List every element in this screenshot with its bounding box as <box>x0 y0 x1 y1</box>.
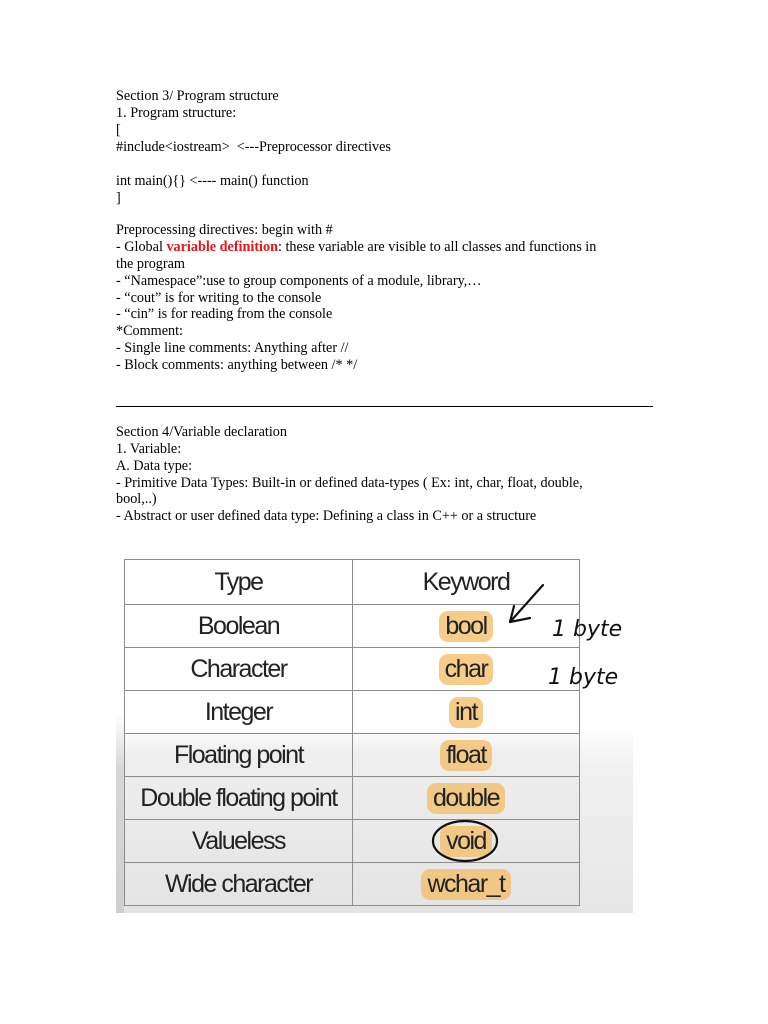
namespace-line: - “Namespace”:use to group components of a module, library,… <box>116 273 482 289</box>
type-cell: Character <box>125 648 353 691</box>
type-cell: Wide character <box>125 863 353 906</box>
keyword-highlight: wchar_t <box>421 869 510 900</box>
keyword-highlight: double <box>427 783 505 814</box>
header-keyword: Keyword <box>353 560 580 605</box>
keyword-highlight: char <box>439 654 494 685</box>
comment-heading: *Comment: <box>116 323 183 339</box>
photo-edge-left <box>116 552 124 913</box>
annotation-byte-2: 1 byte <box>548 665 619 690</box>
keyword-cell <box>353 863 580 906</box>
header-type: Type <box>125 560 353 605</box>
keyword-highlight: void <box>440 826 492 857</box>
annotation-byte-1: 1 byte <box>552 617 623 642</box>
keyword-cell <box>353 820 580 863</box>
keyword-cell <box>353 734 580 777</box>
section4-title: Section 4/Variable declaration <box>116 424 287 440</box>
global-line <box>116 239 596 256</box>
variable-definition-highlight: variable definition <box>166 239 278 255</box>
global-suffix: : these variable are visible to all classes and functions in <box>277 239 597 255</box>
bracket-open: [ <box>116 122 121 138</box>
primitive-line-cont: bool,..) <box>116 491 157 507</box>
keyword-highlight: int <box>449 697 483 728</box>
table-row <box>125 777 580 820</box>
table-row <box>125 605 580 648</box>
table-row <box>125 820 580 863</box>
keyword-highlight: float <box>440 740 492 771</box>
type-cell: Boolean <box>125 605 353 648</box>
type-cell: Valueless <box>125 820 353 863</box>
data-type-table-image <box>116 552 633 913</box>
global-line-cont: the program <box>116 256 185 272</box>
cin-line: - “cin” is for reading from the console <box>116 306 333 322</box>
keyword-cell <box>353 648 580 691</box>
keyword-cell <box>353 605 580 648</box>
preprocessing-line: Preprocessing directives: begin with # <box>116 222 333 238</box>
block-comment: - Block comments: anything between /* */ <box>116 357 358 373</box>
bracket-close: ] <box>116 190 121 206</box>
keyword-cell <box>353 691 580 734</box>
table-row <box>125 863 580 906</box>
table-row <box>125 691 580 734</box>
keyword-highlight: bool <box>439 611 492 642</box>
data-type-heading: A. Data type: <box>116 458 193 474</box>
section3-subtitle: 1. Program structure: <box>116 105 237 121</box>
main-line: int main(){} <---- main() function <box>116 173 309 189</box>
keyword-cell <box>353 777 580 820</box>
section3-title: Section 3/ Program structure <box>116 88 279 104</box>
type-cell: Floating point <box>125 734 353 777</box>
abstract-line: - Abstract or user defined data type: Defining a class in C++ or a structure <box>116 508 537 524</box>
primitive-line: - Primitive Data Types: Built-in or defined data-types ( Ex: int, char, float, double, <box>116 475 583 491</box>
include-line: #include<iostream> <---Preprocessor directives <box>116 139 391 155</box>
global-prefix: - Global <box>116 239 167 255</box>
type-cell: Integer <box>125 691 353 734</box>
single-line-comment: - Single line comments: Anything after // <box>116 340 349 356</box>
table-header-row <box>125 560 580 605</box>
photo-edge-right <box>579 552 633 913</box>
horizontal-rule <box>116 406 653 407</box>
table-row <box>125 734 580 777</box>
data-type-table <box>124 559 580 906</box>
cout-line: - “cout” is for writing to the console <box>116 290 322 306</box>
type-cell: Double floating point <box>125 777 353 820</box>
section4-subtitle: 1. Variable: <box>116 441 182 457</box>
table-row <box>125 648 580 691</box>
